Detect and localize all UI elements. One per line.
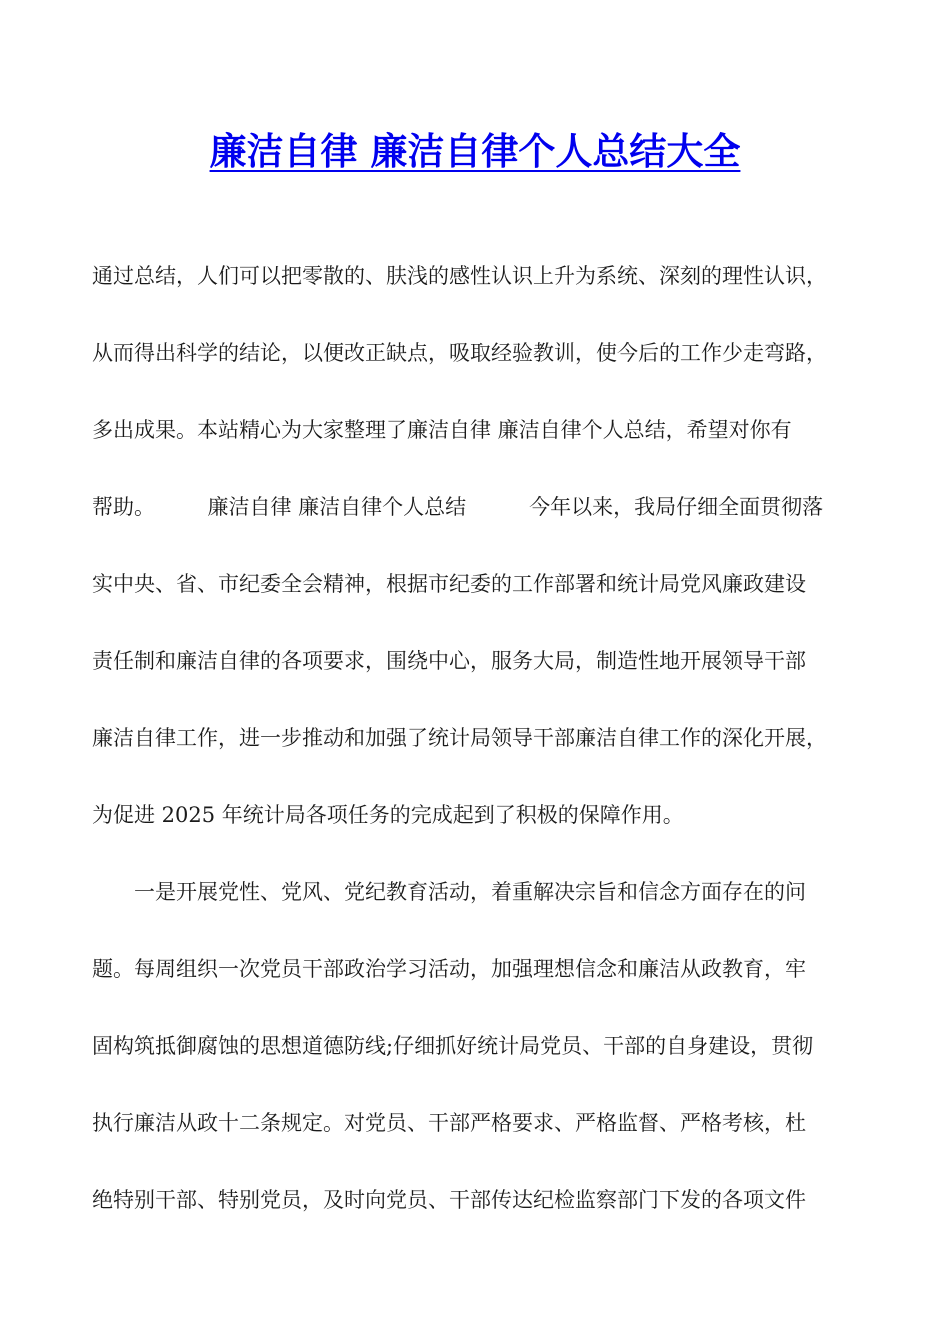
body-line-1: 通过总结，人们可以把零散的、肤浅的感性认识上升为系统、深刻的理性认识，: [92, 264, 827, 288]
body-line-10: 题。每周组织一次党员干部政治学习活动，加强理想信念和廉洁从政教育，牢: [92, 957, 806, 981]
document-title[interactable]: 廉洁自律 廉洁自律个人总结大全: [209, 130, 741, 173]
body-line-5: 实中央、省、市纪委全会精神，根据市纪委的工作部署和统计局党风廉政建设: [92, 572, 806, 596]
body-line-4: 帮助。 廉洁自律 廉洁自律个人总结 今年以来，我局仔细全面贯彻落: [92, 495, 824, 519]
document-body: [92, 253, 872, 1254]
body-line-2: 从而得出科学的结论，以便改正缺点，吸取经验教训，使今后的工作少走弯路，: [92, 341, 827, 365]
body-line-12: 执行廉洁从政十二条规定。对党员、干部严格要求、严格监督、严格考核，杜: [92, 1111, 806, 1135]
body-line-11: 固构筑抵御腐蚀的思想道德防线;仔细抓好统计局党员、干部的自身建设，贯彻: [92, 1034, 814, 1058]
body-line-13: 绝特别干部、特别党员，及时向党员、干部传达纪检监察部门下发的各项文件: [92, 1188, 806, 1212]
body-line-6: 责任制和廉洁自律的各项要求，围绕中心，服务大局，制造性地开展领导干部: [92, 649, 806, 673]
body-line-8: 为促进 2025 年统计局各项任务的完成起到了积极的保障作用。: [92, 803, 684, 827]
body-line-9: 一是开展党性、党风、党纪教育活动，着重解决宗旨和信念方面存在的问: [92, 880, 806, 904]
body-line-3: 多出成果。本站精心为大家整理了廉洁自律 廉洁自律个人总结，希望对你有: [92, 418, 792, 442]
body-line-7: 廉洁自律工作，进一步推动和加强了统计局领导干部廉洁自律工作的深化开展，: [92, 726, 827, 750]
